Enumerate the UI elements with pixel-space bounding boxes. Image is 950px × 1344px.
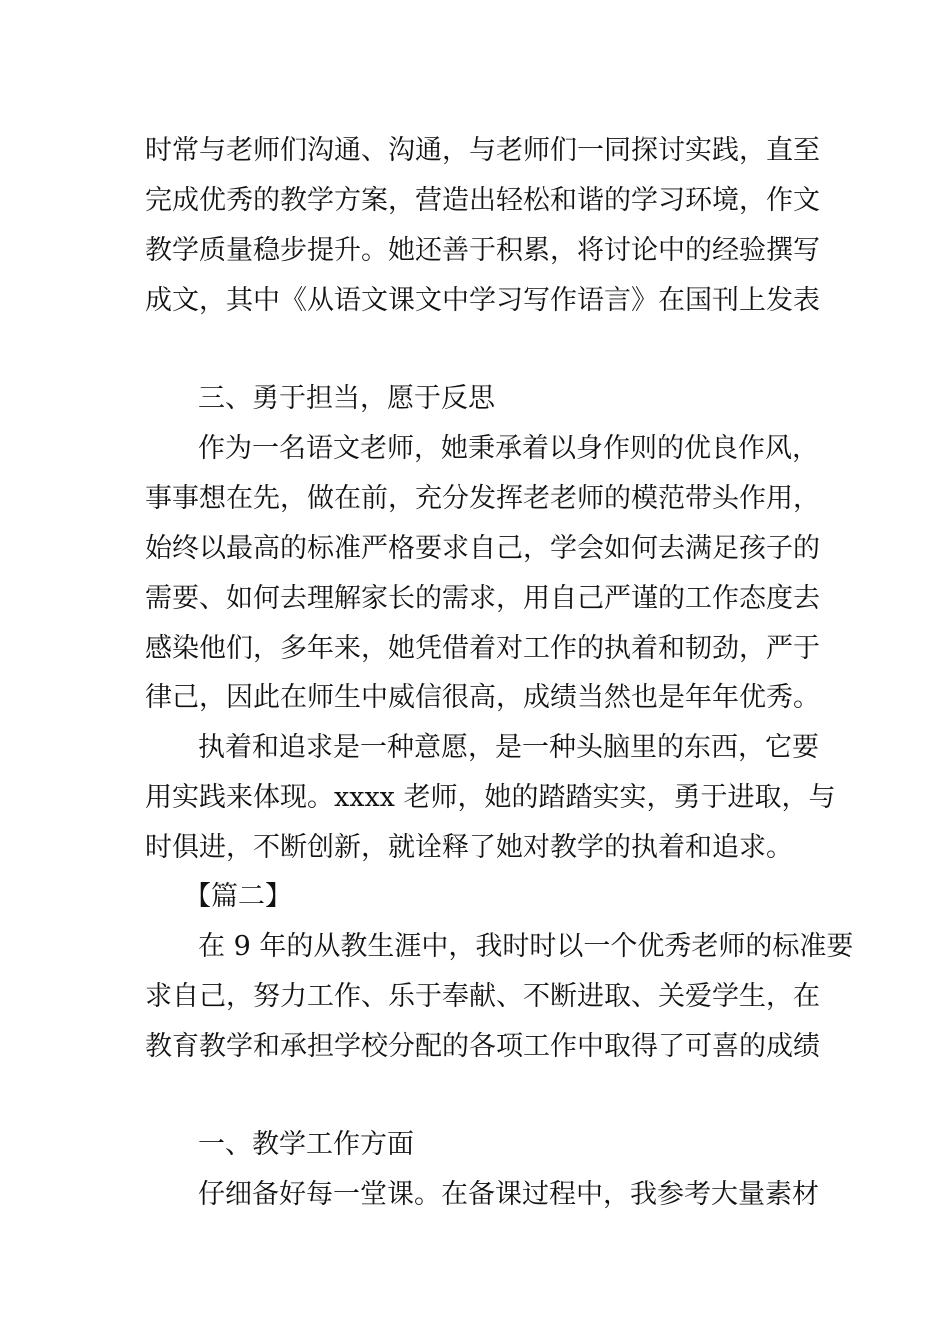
text-line: 时俱进，不断创新，就诠释了她对教学的执着和追求。	[145, 832, 793, 863]
text-line: 需要、如何去理解家长的需求，用自己严谨的工作态度去	[145, 583, 820, 614]
text-line: 教学质量稳步提升。她还善于积累，将讨论中的经验撰写	[145, 235, 820, 266]
text-line: 成文，其中《从语文课文中学习写作语言》在国刊上发表	[145, 285, 820, 316]
text-line: 事事想在先，做在前，充分发挥老老师的模范带头作用，	[145, 483, 820, 514]
text-line: 在 9 年的从教生涯中，我时时以一个优秀老师的标准要	[198, 931, 854, 962]
text-line: 完成优秀的教学方案，营造出轻松和谐的学习环境，作文	[145, 185, 820, 216]
text-line: 时常与老师们沟通、沟通，与老师们一同探讨实践，直至	[145, 135, 820, 166]
text-line: 始终以最高的标准严格要求自己，学会如何去满足孩子的	[145, 533, 820, 564]
text-line: 执着和追求是一种意愿，是一种头脑里的东西，它要	[198, 732, 819, 763]
text-line: 求自己，努力工作、乐于奉献、不断进取、关爱学生，在	[145, 981, 820, 1012]
section-heading: 三、勇于担当，愿于反思	[198, 383, 495, 414]
section-heading: 一、教学工作方面	[198, 1129, 414, 1160]
text-line: 教育教学和承担学校分配的各项工作中取得了可喜的成绩	[145, 1031, 820, 1062]
text-line: 仔细备好每一堂课。在备课过程中，我参考大量素材	[198, 1179, 819, 1210]
text-line: 律己，因此在师生中威信很高，成绩当然也是年年优秀。	[145, 682, 820, 713]
text-line: 用实践来体现。xxxx 老师，她的踏踏实实，勇于进取，与	[145, 782, 836, 813]
text-line: 感染他们，多年来，她凭借着对工作的执着和韧劲，严于	[145, 633, 820, 664]
section-title: 【篇二】	[184, 881, 292, 912]
text-line: 作为一名语文老师，她秉承着以身作则的优良作风，	[198, 433, 819, 464]
